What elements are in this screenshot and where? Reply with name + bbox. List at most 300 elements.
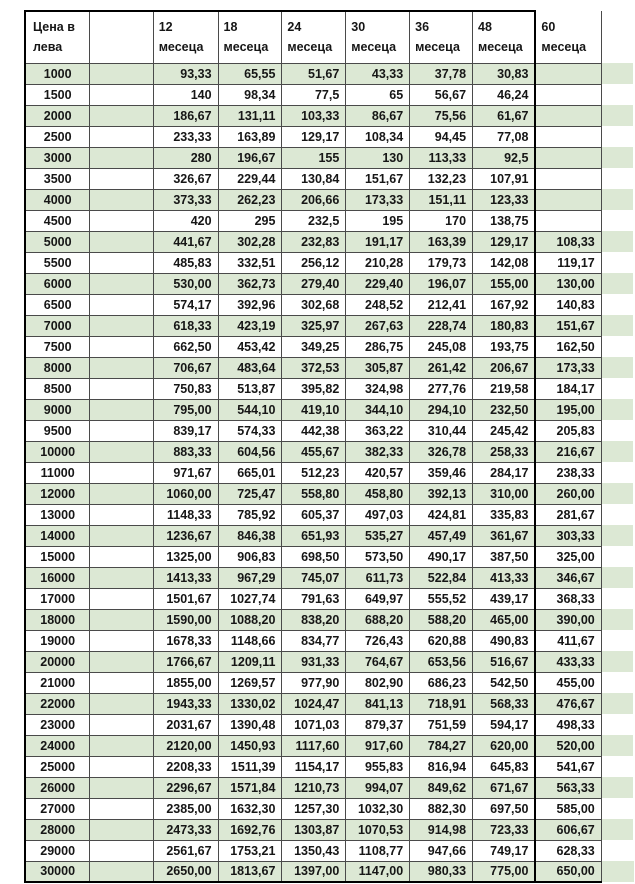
payment-cell: 442,38	[282, 420, 346, 441]
table-row	[25, 441, 634, 462]
price-table	[24, 10, 635, 883]
table-row	[25, 693, 634, 714]
payment-cell: 2031,67	[153, 714, 218, 735]
price-cell: 22000	[25, 693, 90, 714]
payment-cell: 2650,00	[153, 861, 218, 882]
payment-cell: 130,00	[535, 273, 601, 294]
payment-cell: 151,11	[410, 189, 473, 210]
cut-strip-cell	[601, 609, 634, 630]
payment-cell: 718,91	[410, 693, 473, 714]
payment-cell: 420	[153, 210, 218, 231]
payment-cell: 46,24	[473, 84, 536, 105]
payment-cell: 1590,00	[153, 609, 218, 630]
cut-strip-cell	[601, 441, 634, 462]
payment-cell: 2296,67	[153, 777, 218, 798]
payment-cell: 980,33	[410, 861, 473, 882]
spacer-cell	[90, 546, 153, 567]
cut-strip-cell	[601, 357, 634, 378]
payment-cell: 594,17	[473, 714, 536, 735]
price-cell: 18000	[25, 609, 90, 630]
payment-cell: 43,33	[346, 63, 410, 84]
price-cell: 2000	[25, 105, 90, 126]
payment-cell: 441,67	[153, 231, 218, 252]
payment-cell: 1571,84	[218, 777, 282, 798]
payment-cell: 260,00	[535, 483, 601, 504]
price-cell: 5000	[25, 231, 90, 252]
spacer-cell	[90, 357, 153, 378]
table-row	[25, 504, 634, 525]
payment-cell: 1413,33	[153, 567, 218, 588]
table-row	[25, 525, 634, 546]
payment-cell: 390,00	[535, 609, 601, 630]
payment-cell: 1147,00	[346, 861, 410, 882]
payment-cell: 284,17	[473, 462, 536, 483]
spacer-cell	[90, 819, 153, 840]
spacer-cell	[90, 693, 153, 714]
payment-cell: 294,10	[410, 399, 473, 420]
spacer-cell	[90, 84, 153, 105]
cut-strip-cell	[601, 294, 634, 315]
spacer-cell	[90, 756, 153, 777]
payment-cell: 77,5	[282, 84, 346, 105]
payment-cell: 650,00	[535, 861, 601, 882]
price-cell: 19000	[25, 630, 90, 651]
cut-strip-cell	[601, 735, 634, 756]
payment-cell: 419,10	[282, 399, 346, 420]
payment-cell: 267,63	[346, 315, 410, 336]
spacer-cell	[90, 504, 153, 525]
spacer-cell	[90, 441, 153, 462]
payment-cell: 113,33	[410, 147, 473, 168]
payment-cell: 420,57	[346, 462, 410, 483]
price-cell: 2500	[25, 126, 90, 147]
payment-cell: 258,33	[473, 441, 536, 462]
payment-cell: 395,82	[282, 378, 346, 399]
cut-strip-cell	[601, 126, 634, 147]
payment-cell: 914,98	[410, 819, 473, 840]
price-cell: 17000	[25, 588, 90, 609]
payment-cell: 520,00	[535, 735, 601, 756]
spacer-cell	[90, 777, 153, 798]
payment-cell: 697,50	[473, 798, 536, 819]
payment-cell	[535, 126, 601, 147]
price-cell: 15000	[25, 546, 90, 567]
price-cell: 9000	[25, 399, 90, 420]
payment-cell: 1236,67	[153, 525, 218, 546]
payment-cell: 535,27	[346, 525, 410, 546]
price-cell: 11000	[25, 462, 90, 483]
spacer-cell	[90, 525, 153, 546]
payment-cell: 588,20	[410, 609, 473, 630]
payment-cell: 129,17	[473, 231, 536, 252]
payment-cell: 119,17	[535, 252, 601, 273]
payment-cell: 180,83	[473, 315, 536, 336]
payment-cell: 98,34	[218, 84, 282, 105]
payment-cell: 574,33	[218, 420, 282, 441]
payment-cell: 310,00	[473, 483, 536, 504]
price-cell: 28000	[25, 819, 90, 840]
payment-cell: 1117,60	[282, 735, 346, 756]
cut-strip-cell	[601, 168, 634, 189]
payment-cell: 335,83	[473, 504, 536, 525]
payment-cell: 2120,00	[153, 735, 218, 756]
table-row	[25, 756, 634, 777]
cut-strip-cell	[601, 798, 634, 819]
payment-cell: 563,33	[535, 777, 601, 798]
payment-cell: 665,01	[218, 462, 282, 483]
payment-cell: 195,00	[535, 399, 601, 420]
payment-cell: 1450,93	[218, 735, 282, 756]
cut-strip-cell	[601, 63, 634, 84]
payment-cell: 94,45	[410, 126, 473, 147]
cut-strip-cell	[601, 462, 634, 483]
payment-cell: 1024,47	[282, 693, 346, 714]
table-row	[25, 546, 634, 567]
payment-cell: 310,44	[410, 420, 473, 441]
spacer-cell	[90, 168, 153, 189]
month-header-60	[535, 11, 601, 63]
table-row	[25, 63, 634, 84]
payment-cell: 413,33	[473, 567, 536, 588]
price-cell: 1500	[25, 84, 90, 105]
spacer-cell	[90, 126, 153, 147]
payment-cell: 931,33	[282, 651, 346, 672]
payment-cell: 1350,43	[282, 840, 346, 861]
payment-cell: 846,38	[218, 525, 282, 546]
payment-cell: 65,55	[218, 63, 282, 84]
payment-cell: 256,12	[282, 252, 346, 273]
spacer-cell	[90, 840, 153, 861]
table-row	[25, 105, 634, 126]
month-unit: месеца	[541, 39, 587, 54]
cut-strip-cell	[601, 399, 634, 420]
payment-cell: 232,50	[473, 399, 536, 420]
month-number: 48	[478, 20, 492, 35]
payment-cell: 75,56	[410, 105, 473, 126]
table-row	[25, 168, 634, 189]
spacer-cell	[90, 630, 153, 651]
cut-strip-cell	[601, 315, 634, 336]
payment-cell: 1269,57	[218, 672, 282, 693]
payment-cell: 512,23	[282, 462, 346, 483]
table-row	[25, 294, 634, 315]
payment-cell: 107,91	[473, 168, 536, 189]
payment-cell	[535, 147, 601, 168]
payment-cell: 140,83	[535, 294, 601, 315]
payment-cell: 706,67	[153, 357, 218, 378]
payment-cell: 130	[346, 147, 410, 168]
payment-cell: 498,33	[535, 714, 601, 735]
payment-cell	[535, 168, 601, 189]
payment-cell: 465,00	[473, 609, 536, 630]
payment-cell: 233,33	[153, 126, 218, 147]
payment-cell: 325,00	[535, 546, 601, 567]
payment-cell: 620,00	[473, 735, 536, 756]
payment-cell	[535, 189, 601, 210]
payment-cell: 362,73	[218, 273, 282, 294]
payment-cell: 86,67	[346, 105, 410, 126]
table-row	[25, 357, 634, 378]
month-header-48	[473, 11, 536, 63]
payment-cell: 131,11	[218, 105, 282, 126]
payment-cell: 361,67	[473, 525, 536, 546]
payment-cell: 2385,00	[153, 798, 218, 819]
cut-strip-cell	[601, 714, 634, 735]
payment-cell: 281,67	[535, 504, 601, 525]
payment-cell: 585,00	[535, 798, 601, 819]
spacer-cell	[90, 252, 153, 273]
spacer-cell	[90, 189, 153, 210]
payment-cell: 764,67	[346, 651, 410, 672]
payment-cell: 302,68	[282, 294, 346, 315]
payment-cell: 179,73	[410, 252, 473, 273]
cut-strip-cell	[601, 504, 634, 525]
empty-column-header	[90, 11, 153, 63]
payment-cell: 37,78	[410, 63, 473, 84]
price-cell: 6500	[25, 294, 90, 315]
payment-cell: 530,00	[153, 273, 218, 294]
payment-cell: 196,67	[218, 147, 282, 168]
payment-cell: 77,08	[473, 126, 536, 147]
price-cell: 4000	[25, 189, 90, 210]
payment-cell: 455,67	[282, 441, 346, 462]
payment-cell: 2208,33	[153, 756, 218, 777]
cut-strip-cell	[601, 378, 634, 399]
table-row	[25, 840, 634, 861]
month-unit: месеца	[287, 40, 333, 55]
payment-cell: 205,83	[535, 420, 601, 441]
table-row	[25, 336, 634, 357]
payment-cell: 458,80	[346, 483, 410, 504]
payment-cell: 108,34	[346, 126, 410, 147]
payment-cell: 326,67	[153, 168, 218, 189]
payment-cell: 206,66	[282, 189, 346, 210]
payment-cell: 2473,33	[153, 819, 218, 840]
payment-cell: 1070,53	[346, 819, 410, 840]
payment-cell: 838,20	[282, 609, 346, 630]
price-cell: 16000	[25, 567, 90, 588]
payment-cell: 1397,00	[282, 861, 346, 882]
payment-cell: 483,64	[218, 357, 282, 378]
payment-cell: 977,90	[282, 672, 346, 693]
payment-cell: 516,67	[473, 651, 536, 672]
table-row	[25, 567, 634, 588]
price-cell: 12000	[25, 483, 90, 504]
payment-cell: 280	[153, 147, 218, 168]
spacer-cell	[90, 63, 153, 84]
price-cell: 9500	[25, 420, 90, 441]
payment-cell: 1257,30	[282, 798, 346, 819]
payment-cell: 232,5	[282, 210, 346, 231]
spacer-cell	[90, 315, 153, 336]
payment-cell: 994,07	[346, 777, 410, 798]
cut-strip-cell	[601, 84, 634, 105]
payment-cell: 163,89	[218, 126, 282, 147]
payment-cell: 132,23	[410, 168, 473, 189]
payment-cell: 423,19	[218, 315, 282, 336]
payment-cell: 279,40	[282, 273, 346, 294]
payment-cell: 130,84	[282, 168, 346, 189]
spacer-cell	[90, 861, 153, 882]
payment-cell: 574,17	[153, 294, 218, 315]
month-number: 24	[287, 20, 302, 35]
payment-cell: 476,67	[535, 693, 601, 714]
price-cell: 30000	[25, 861, 90, 882]
payment-cell: 295	[218, 210, 282, 231]
payment-cell: 238,33	[535, 462, 601, 483]
payment-cell: 620,88	[410, 630, 473, 651]
payment-cell: 606,67	[535, 819, 601, 840]
payment-cell: 1154,17	[282, 756, 346, 777]
payment-cell: 184,17	[535, 378, 601, 399]
payment-cell: 568,33	[473, 693, 536, 714]
month-header-30	[346, 11, 410, 63]
spacer-cell	[90, 567, 153, 588]
payment-cell: 373,33	[153, 189, 218, 210]
price-cell: 23000	[25, 714, 90, 735]
month-header-36	[410, 11, 473, 63]
price-cell: 8500	[25, 378, 90, 399]
payment-cell: 775,00	[473, 861, 536, 882]
table-row	[25, 777, 634, 798]
spacer-cell	[90, 399, 153, 420]
payment-cell: 490,83	[473, 630, 536, 651]
table-row	[25, 714, 634, 735]
payment-cell: 325,97	[282, 315, 346, 336]
price-cell: 25000	[25, 756, 90, 777]
month-number: 12	[158, 20, 173, 35]
payment-cell: 785,92	[218, 504, 282, 525]
payment-cell: 173,33	[346, 189, 410, 210]
payment-cell: 749,17	[473, 840, 536, 861]
table-row	[25, 252, 634, 273]
payment-cell: 1390,48	[218, 714, 282, 735]
spacer-cell	[90, 420, 153, 441]
month-header-18	[218, 11, 282, 63]
payment-cell: 305,87	[346, 357, 410, 378]
payment-cell: 349,25	[282, 336, 346, 357]
month-unit: месеца	[478, 40, 523, 55]
payment-cell: 917,60	[346, 735, 410, 756]
payment-cell: 455,00	[535, 672, 601, 693]
cut-strip-cell	[601, 693, 634, 714]
payment-cell: 611,73	[346, 567, 410, 588]
spacer-cell	[90, 378, 153, 399]
payment-cell: 359,46	[410, 462, 473, 483]
table-row	[25, 315, 634, 336]
cut-strip-cell	[601, 273, 634, 294]
payment-cell: 129,17	[282, 126, 346, 147]
payment-cell: 245,42	[473, 420, 536, 441]
payment-cell: 882,30	[410, 798, 473, 819]
payment-cell: 723,33	[473, 819, 536, 840]
price-cell: 27000	[25, 798, 90, 819]
payment-cell: 628,33	[535, 840, 601, 861]
payment-cell: 834,77	[282, 630, 346, 651]
cut-strip-cell	[601, 588, 634, 609]
spacer-cell	[90, 105, 153, 126]
cut-strip-cell	[601, 525, 634, 546]
table-row	[25, 588, 634, 609]
table-row	[25, 630, 634, 651]
payment-cell: 1108,77	[346, 840, 410, 861]
payment-cell: 193,75	[473, 336, 536, 357]
payment-cell: 248,52	[346, 294, 410, 315]
payment-cell: 191,17	[346, 231, 410, 252]
month-unit: месеца	[415, 40, 460, 55]
table-row	[25, 420, 634, 441]
cut-strip-cell	[601, 105, 634, 126]
payment-cell: 1501,67	[153, 588, 218, 609]
cut-strip-cell	[601, 672, 634, 693]
spacer-cell	[90, 651, 153, 672]
payment-cell: 51,67	[282, 63, 346, 84]
payment-cell: 605,37	[282, 504, 346, 525]
payment-cell: 324,98	[346, 378, 410, 399]
cut-strip-cell	[601, 189, 634, 210]
payment-cell: 2561,67	[153, 840, 218, 861]
price-cell: 1000	[25, 63, 90, 84]
price-cell: 20000	[25, 651, 90, 672]
payment-cell: 123,33	[473, 189, 536, 210]
payment-cell	[535, 84, 601, 105]
payment-cell: 1325,00	[153, 546, 218, 567]
cut-strip-cell	[601, 861, 634, 882]
spacer-cell	[90, 609, 153, 630]
table-row	[25, 735, 634, 756]
table-row	[25, 819, 634, 840]
cut-strip-cell	[601, 231, 634, 252]
payment-cell: 751,59	[410, 714, 473, 735]
payment-cell: 604,56	[218, 441, 282, 462]
price-cell: 3500	[25, 168, 90, 189]
payment-cell: 216,67	[535, 441, 601, 462]
price-header-line2: лева	[33, 40, 63, 55]
payment-cell: 750,83	[153, 378, 218, 399]
payment-cell: 332,51	[218, 252, 282, 273]
payment-cell: 232,83	[282, 231, 346, 252]
payment-cell: 883,33	[153, 441, 218, 462]
cut-strip-cell	[601, 840, 634, 861]
payment-cell: 303,33	[535, 525, 601, 546]
payment-cell: 947,66	[410, 840, 473, 861]
payment-cell: 439,17	[473, 588, 536, 609]
payment-cell: 302,28	[218, 231, 282, 252]
payment-cell: 56,67	[410, 84, 473, 105]
table-row	[25, 84, 634, 105]
spacer-cell	[90, 588, 153, 609]
table-row	[25, 189, 634, 210]
header-row	[25, 11, 634, 63]
payment-cell: 1088,20	[218, 609, 282, 630]
price-cell: 14000	[25, 525, 90, 546]
payment-cell: 142,08	[473, 252, 536, 273]
payment-cell: 698,50	[282, 546, 346, 567]
payment-cell: 155,00	[473, 273, 536, 294]
payment-cell: 485,83	[153, 252, 218, 273]
cut-strip-cell	[601, 336, 634, 357]
payment-cell: 955,83	[346, 756, 410, 777]
payment-cell: 1632,30	[218, 798, 282, 819]
price-cell: 7500	[25, 336, 90, 357]
cut-strip-header	[601, 11, 634, 63]
month-header-24	[282, 11, 346, 63]
month-number: 30	[351, 20, 366, 35]
spacer-cell	[90, 336, 153, 357]
table-body	[25, 63, 634, 882]
month-number: 18	[223, 20, 238, 35]
payment-cell: 555,52	[410, 588, 473, 609]
